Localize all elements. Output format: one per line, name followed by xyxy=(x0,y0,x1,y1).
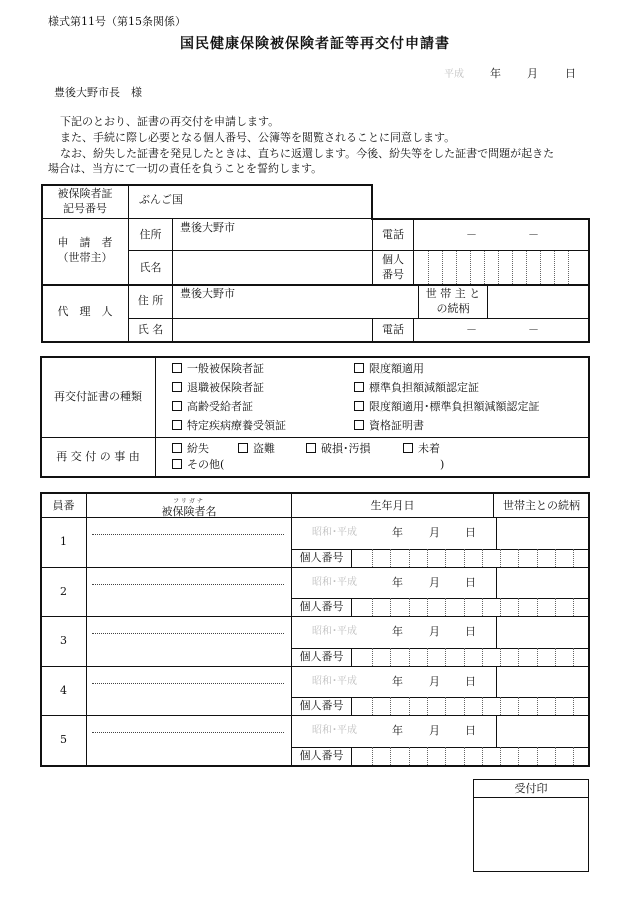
mynumber-label-border xyxy=(351,648,352,666)
phone-dash-2: － xyxy=(528,228,539,241)
mynumber-cell xyxy=(482,747,483,765)
cert-label-2: 記号番号 xyxy=(63,202,107,215)
birth-year-label: 年 xyxy=(392,674,403,688)
col-relation-header: 世帯主との続柄 xyxy=(503,499,580,512)
birth-year-label: 年 xyxy=(392,526,403,539)
mynumber-cell xyxy=(518,648,519,666)
mynumber-cell xyxy=(500,549,501,567)
mynumber-cell xyxy=(464,648,465,666)
checkbox-icon xyxy=(172,363,182,373)
mynumber-cell xyxy=(445,549,446,567)
mynumber-cell xyxy=(464,549,465,567)
mynumber-label: 個人番号 xyxy=(299,749,344,762)
member-number: 4 xyxy=(60,683,67,697)
checkbox-icon xyxy=(172,420,182,430)
mynumber-cell xyxy=(573,549,574,567)
type-option-1[interactable]: 一般被保険者証 xyxy=(172,362,264,376)
intro-line-3: なお、紛失した証書を発見したときは、直ちに返還します。今後、紛失等をした証書で問題が起きた xyxy=(60,147,555,160)
type-option-5[interactable]: 限度額適用 xyxy=(354,362,424,376)
mynumber-cell xyxy=(500,747,501,765)
col-separator xyxy=(291,493,292,766)
checkbox-icon xyxy=(172,459,182,469)
mynumber-cell xyxy=(390,598,391,616)
mynumber-cell xyxy=(427,747,428,765)
checkbox-icon xyxy=(354,420,364,430)
mynumber-cell xyxy=(390,648,391,666)
mynumber-cell xyxy=(409,697,410,715)
date-era: 平成 xyxy=(444,69,464,80)
mynumber-cell xyxy=(518,549,519,567)
applicant-sub-label: （世帯主） xyxy=(57,251,113,264)
col-birth-header: 生年月日 xyxy=(370,499,415,512)
mynumber-cell xyxy=(573,747,574,765)
reason-option-4[interactable]: 未着 xyxy=(403,442,440,456)
mynumber-cell xyxy=(464,598,465,616)
form-number: 様式第11号（第15条関係） xyxy=(48,15,186,28)
agent-phone-dash-2: － xyxy=(528,323,539,336)
mynumber-cell xyxy=(500,598,501,616)
row-separator xyxy=(41,666,589,667)
birth-era: 昭和･平成 xyxy=(312,675,357,687)
birth-era: 昭和･平成 xyxy=(312,626,357,638)
reissue-type-label: 再交付証書の種類 xyxy=(54,390,142,403)
reason-other-close: ) xyxy=(440,458,445,471)
date-year-label: 年 xyxy=(490,67,501,80)
relation-cell-border xyxy=(496,616,497,648)
intro-line-1: 下記のとおり、証書の再交付を申請します。 xyxy=(60,115,280,128)
name-label: 氏名 xyxy=(139,261,162,274)
mynumber-cell xyxy=(537,697,538,715)
birth-era: 昭和･平成 xyxy=(312,527,357,538)
addressee: 豊後大野市長 様 xyxy=(54,86,142,99)
type-option-3[interactable]: 高齢受給者証 xyxy=(172,400,253,414)
mynumber-label: 個人番号 xyxy=(299,649,344,663)
checkbox-icon xyxy=(403,443,413,453)
type-option-7[interactable]: 限度額適用･標準負担額減額認定証 xyxy=(354,400,540,414)
furigana-line xyxy=(92,633,284,634)
mynumber-cell xyxy=(445,648,446,666)
mynumber-cell xyxy=(555,549,556,567)
mynumber-label: 個人番号 xyxy=(299,699,344,713)
reason-option-2[interactable]: 盗難 xyxy=(238,442,275,456)
reissue-reason-label: 再 交 付 の 事 由 xyxy=(56,450,140,463)
type-option-2[interactable]: 退職被保険者証 xyxy=(172,381,264,395)
birth-day-label: 日 xyxy=(465,575,476,589)
mynumber-cell xyxy=(427,648,428,666)
mynumber-cell xyxy=(500,697,501,715)
checkbox-icon xyxy=(172,401,182,411)
mynumber-cell xyxy=(372,598,373,616)
mynumber-cell xyxy=(372,747,373,765)
agent-phone-dash-1: － xyxy=(466,323,477,336)
agent-label: 代 理 人 xyxy=(57,305,113,318)
member-number: 5 xyxy=(60,733,67,747)
checkbox-icon xyxy=(354,382,364,392)
row-separator xyxy=(41,715,589,716)
mynumber-label-2: 番号 xyxy=(382,268,404,281)
member-number: 1 xyxy=(60,535,67,548)
address-value[interactable]: 豊後大野市 xyxy=(180,221,235,234)
mynumber-cell xyxy=(445,697,446,715)
phone-label: 電話 xyxy=(382,228,404,241)
address-label: 住所 xyxy=(139,228,162,241)
furigana-line xyxy=(92,683,284,684)
birth-year-label: 年 xyxy=(392,724,403,738)
mynumber-label-border xyxy=(351,697,352,715)
intro-line-2: また、手続に際し必要となる個人番号、公簿等を閲覧されることに同意します。 xyxy=(60,131,456,144)
mynumber-cell xyxy=(372,648,373,666)
mynumber-label: 個人番号 xyxy=(299,600,344,614)
birth-day-label: 日 xyxy=(465,724,476,738)
relation-cell-border xyxy=(496,715,497,747)
mynumber-label: 個人 xyxy=(382,253,404,266)
checkbox-icon xyxy=(238,443,248,453)
mynumber-cell xyxy=(464,747,465,765)
birth-era: 昭和･平成 xyxy=(312,576,357,588)
birth-month-label: 月 xyxy=(429,625,440,639)
member-number: 3 xyxy=(60,634,67,648)
reason-option-1[interactable]: 紛失 xyxy=(172,442,209,456)
mynumber-label-border xyxy=(351,747,352,765)
furigana-line xyxy=(92,534,284,535)
birth-month-label: 月 xyxy=(429,575,440,589)
mynumber-cell xyxy=(537,747,538,765)
mynumber-cell xyxy=(537,549,538,567)
mynumber-cell xyxy=(445,598,446,616)
agent-address-value[interactable]: 豊後大野市 xyxy=(180,287,235,300)
mynumber-row-top xyxy=(292,747,589,748)
birth-day-label: 日 xyxy=(465,526,476,539)
intro-line-4: 場合は、当方にて一切の責任を負うことを誓約します。 xyxy=(48,162,323,175)
mynumber-cell xyxy=(464,697,465,715)
mynumber-cell xyxy=(409,598,410,616)
birth-month-label: 月 xyxy=(429,526,440,539)
relation-label: 世 帯 主 と xyxy=(425,287,481,300)
mynumber-cell xyxy=(500,648,501,666)
checkbox-icon xyxy=(306,443,316,453)
agent-address-label: 住 所 xyxy=(137,294,164,307)
cert-label: 被保険者証 xyxy=(57,187,113,200)
mynumber-cell xyxy=(445,747,446,765)
phone-dash-1: － xyxy=(466,228,477,241)
relation-cell-border xyxy=(496,666,497,698)
relation-cell-border xyxy=(496,517,497,549)
mynumber-cell xyxy=(427,697,428,715)
mynumber-label-border xyxy=(351,549,352,567)
birth-year-label: 年 xyxy=(392,625,403,639)
row-separator xyxy=(41,616,589,617)
mynumber-cell xyxy=(372,549,373,567)
birth-year-label: 年 xyxy=(392,575,403,589)
mynumber-cell xyxy=(409,747,410,765)
mynumber-cell xyxy=(518,697,519,715)
mynumber-cell xyxy=(409,648,410,666)
birth-month-label: 月 xyxy=(429,724,440,738)
furigana-line xyxy=(92,732,284,733)
relation-label-2: の続柄 xyxy=(436,302,470,315)
mynumber-cell xyxy=(555,648,556,666)
date-month-label: 月 xyxy=(527,67,538,80)
col-number-header: 員番 xyxy=(52,499,75,512)
mynumber-label: 個人番号 xyxy=(299,550,344,564)
date-day-label: 日 xyxy=(565,67,576,80)
birth-era: 昭和･平成 xyxy=(312,725,357,737)
mynumber-cell xyxy=(482,697,483,715)
birth-day-label: 日 xyxy=(465,625,476,639)
mynumber-cell xyxy=(372,697,373,715)
type-option-4[interactable]: 特定疾病療養受領証 xyxy=(172,419,286,433)
mynumber-cell xyxy=(537,648,538,666)
mynumber-cell xyxy=(573,648,574,666)
reason-option-3[interactable]: 破損･汚損 xyxy=(306,442,371,456)
mynumber-cell xyxy=(537,598,538,616)
mynumber-label-border xyxy=(351,598,352,616)
applicant-label: 申 請 者 xyxy=(57,236,113,249)
mynumber-cell xyxy=(573,697,574,715)
mynumber-cell xyxy=(390,549,391,567)
mynumber-cell xyxy=(555,697,556,715)
page-title: 国民健康保険被保険者証等再交付申請書 xyxy=(180,36,450,52)
agent-phone-label: 電話 xyxy=(382,323,404,336)
checkbox-icon xyxy=(172,443,182,453)
mynumber-cell xyxy=(409,549,410,567)
agent-name-label: 氏 名 xyxy=(137,323,164,336)
type-option-6[interactable]: 標準負担額減額認定証 xyxy=(354,381,479,395)
mynumber-cell xyxy=(427,549,428,567)
relation-cell-border xyxy=(496,567,497,599)
reception-stamp-label: 受付印 xyxy=(514,782,548,795)
mynumber-cell xyxy=(390,697,391,715)
mynumber-cell xyxy=(482,549,483,567)
mynumber-cell xyxy=(390,747,391,765)
mynumber-cell xyxy=(555,747,556,765)
row-separator xyxy=(41,567,589,568)
checkbox-icon xyxy=(354,401,364,411)
mynumber-cell xyxy=(573,598,574,616)
mynumber-cell xyxy=(482,648,483,666)
cert-number-value[interactable]: ぶんご国 xyxy=(139,193,183,206)
member-number: 2 xyxy=(60,584,67,598)
mynumber-cell xyxy=(482,598,483,616)
type-option-8[interactable]: 資格証明書 xyxy=(354,419,424,433)
mynumber-row-top xyxy=(292,648,589,649)
mynumber-cell xyxy=(518,747,519,765)
mynumber-cell xyxy=(518,598,519,616)
mynumber-cell xyxy=(555,598,556,616)
col-name-label: 被保険者名 xyxy=(161,505,217,518)
col-name-header xyxy=(87,496,291,519)
birth-month-label: 月 xyxy=(429,674,440,688)
col-separator xyxy=(86,493,87,766)
reason-option-other[interactable]: その他( xyxy=(172,458,224,472)
checkbox-icon xyxy=(172,382,182,392)
mynumber-cell xyxy=(427,598,428,616)
checkbox-icon xyxy=(354,363,364,373)
birth-day-label: 日 xyxy=(465,674,476,688)
furigana-line xyxy=(92,584,284,585)
col-name-ruby: フリガナ xyxy=(173,498,205,505)
mynumber-row-top xyxy=(292,549,589,550)
